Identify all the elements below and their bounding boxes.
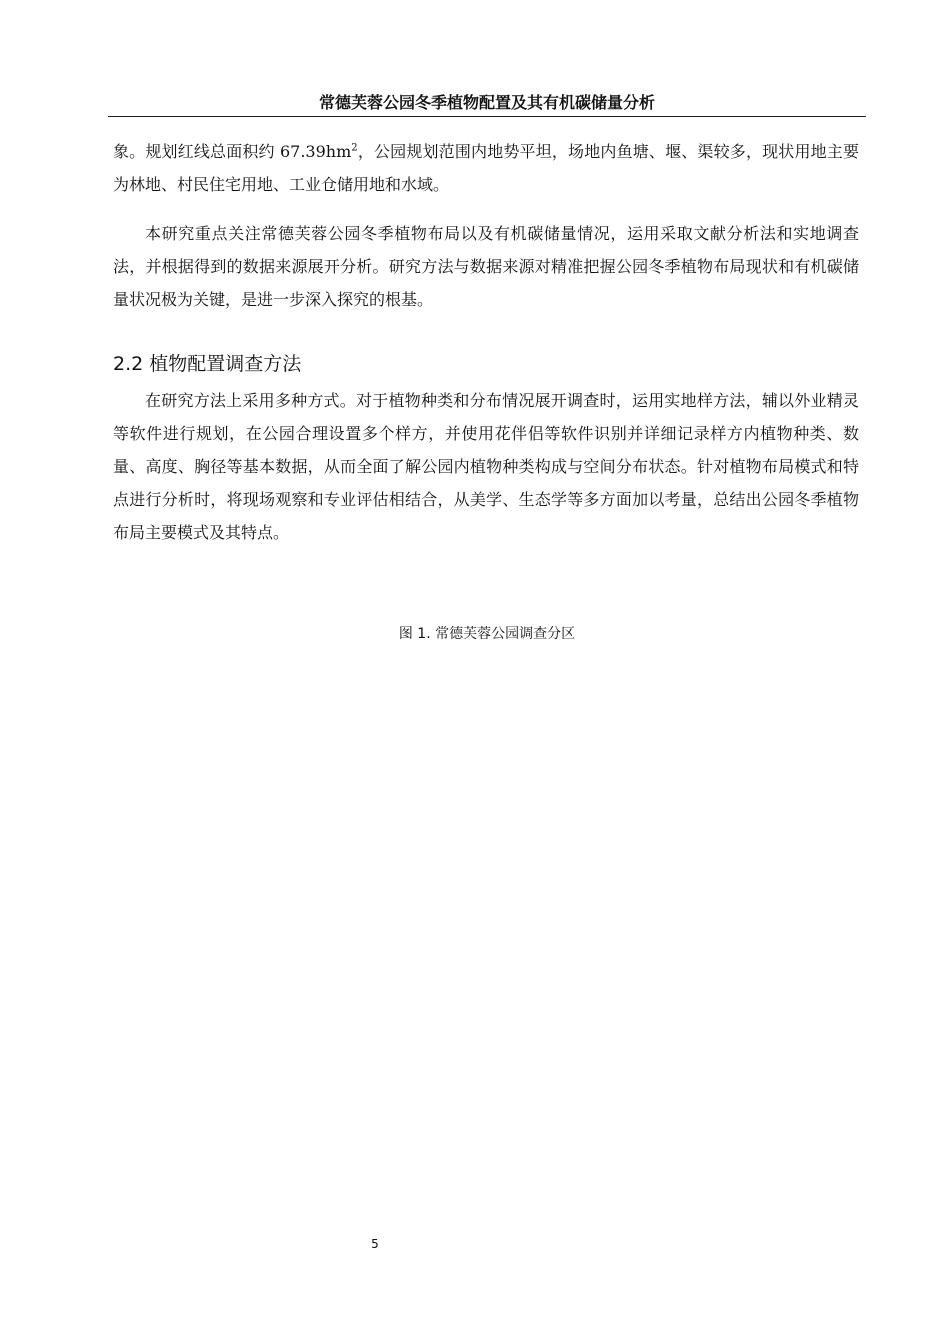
paragraph-site-text-end: ，公园规划范围内地势平坦，场地内鱼塘、堰、渠较多，现状用地主要为林地、村民住宅用地、工业仓储用地和水域。 bbox=[113, 142, 859, 194]
paragraph-site-description bbox=[113, 135, 859, 201]
section-heading: 2.2 植物配置调查方法 bbox=[113, 353, 302, 375]
paragraph-survey-method: 在研究方法上采用多种方式。对于植物种类和分布情况展开调查时，运用实地样方法，辅以外业精灵等软件进行规划，在公园合理设置多个样方，并使用花伴侣等软件识别并详细记录样方内植物种类、数量、高度、胸径等基本数据，从而全面了解公园内植物种类构成与空间分布状态。针对植物布局模式和特点进行分析时，将现场观察和专业评估相结合，从美学、生态学等多方面加以考量，总结出公园冬季植物布局主要模式及其特点。 bbox=[113, 391, 859, 542]
paragraph-site-text-start: 象。规划红线总面积约 67.39hm bbox=[113, 142, 352, 161]
figure-caption: 图 1. 常德芙蓉公园调查分区 bbox=[398, 626, 576, 642]
page-number: 5 bbox=[371, 1237, 379, 1251]
area-unit-superscript: 2 bbox=[351, 142, 358, 154]
running-header: 常德芙蓉公园冬季植物配置及其有机碳储量分析 bbox=[108, 90, 866, 117]
paragraph-research-focus: 本研究重点关注常德芙蓉公园冬季植物布局以及有机碳储量情况，运用采取文献分析法和实地调查法，并根据得到的数据来源展开分析。研究方法与数据来源对精准把握公园冬季植物布局现状和有机碳储量状况极为关键，是进一步深入探究的根基。 bbox=[113, 224, 859, 309]
